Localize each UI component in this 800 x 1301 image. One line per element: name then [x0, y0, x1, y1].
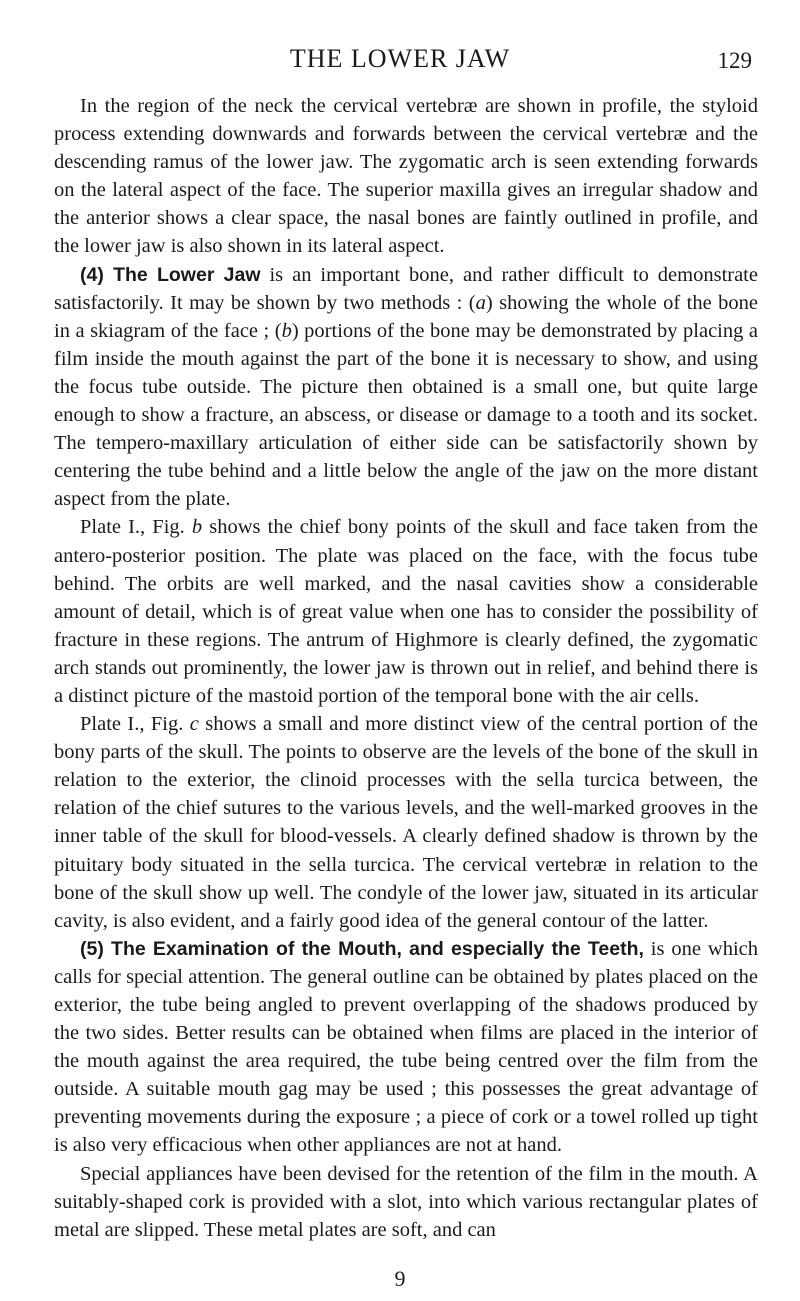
paragraph-mouth-examination — [54, 935, 758, 1160]
running-head — [0, 44, 800, 84]
paragraph-text: Plate I., Fig. — [80, 713, 190, 736]
paragraph-text: is one which calls for special attention. The general outline can be obtained by plates placed on the exterior, the tube being angled to prevent overlapping of the shadows produced by the two sides. Better results can be obtained when films are placed in the interior of the mouth against the area required, the tube being centred over the film from the outside. A suitable mouth gag may be used ; this possesses the great advantage of preventing movements during the exposure ; a piece of cork or a towel rolled up tight is also very efficacious when other appliances are not at hand. — [54, 937, 758, 1157]
section-heading-mouth-teeth: (5) The Examination of the Mouth, and especially the Teeth, — [80, 937, 644, 960]
section-heading-lower-jaw: (4) The Lower Jaw — [80, 263, 261, 286]
paragraph-neck-region: In the region of the neck the cervical vertebræ are shown in profile, the styloid process extending downwards and forwards between the cervical vertebræ and the descending ramus of the lower jaw. The zygomatic arch is seen extending forwards on the lateral aspect of the face. The superior maxilla gives an irregular shadow and the anterior shows a clear space, the nasal bones are faintly outlined in profile, and the lower jaw is also shown in its lateral aspect. — [54, 95, 758, 258]
running-title: THE LOWER JAW — [289, 44, 511, 73]
paragraph-text: is an important bone, and rather difficult to demonstrate satisfactorily. It may be shown by two methods : ( — [54, 263, 758, 314]
figure-label-c: c — [189, 713, 199, 736]
method-label-b: b — [281, 319, 292, 342]
paragraph-text: ) showing the whole of the bone in a skiagram of the face ; ( — [54, 291, 758, 342]
method-label-a: a — [475, 291, 486, 314]
paragraph-text: ) portions of the bone may be demonstrated by placing a film inside the mouth against the part of the bone it is necessary to show, and using the focus tube outside. The picture then obtained is a small one, but quite large enough to show a fracture, an abscess, or disease or damage to a tooth and its socket. The tempero-maxillary articulation of either side can be satisfactorily shown by centering the tube behind and a little below the angle of the jaw on the more distant aspect from the plate. — [54, 319, 758, 511]
paragraph-special-appliances: Special appliances have been devised for the retention of the film in the mouth. A suitably-shaped cork is provided with a slot, into which various rectangular plates of metal are slipped. These metal plates are soft, and can — [54, 1162, 758, 1241]
paragraph-plate-fig-c — [54, 710, 758, 935]
figure-label-b: b — [191, 516, 203, 539]
paragraph-text: Plate I., Fig. — [80, 516, 192, 539]
body-text — [54, 92, 758, 1244]
signature-mark: 9 — [394, 1266, 406, 1291]
paragraph-text: shows a small and more distinct view of the central portion of the bony parts of the skull. The points to observe are the levels of the bone of the skull in relation to the exterior, the clinoid processes with the sella turcica between, the relation of the chief sutures to the various levels, and the well-marked grooves in the inner table of the skull for blood-vessels. A clearly defined shadow is thrown by the pituitary body situated in the sella turcica. The cervical vertebræ in relation to the bone of the skull show up well. The condyle of the lower jaw, situated in its articular cavity, is also evident, and a fairly good idea of the general contour of the latter. — [54, 713, 758, 932]
paragraph-lower-jaw — [54, 261, 758, 514]
paragraph-text: shows the chief bony points of the skull and face taken from the antero-posterior position. The plate was placed on the face, with the focus tube behind. The orbits are well marked, and the nasal cavities show a considerable amount of detail, which is of great value when one has to consider the possibility of fracture in these regions. The antrum of Highmore is clearly defined, the zygomatic arch stands out prominently, the lower jaw is thrown out in relief, and behind there is a distinct picture of the mastoid portion of the temporal bone with the air cells. — [54, 516, 758, 707]
paragraph-plate-fig-b — [54, 513, 758, 710]
page-number: 129 — [717, 48, 752, 73]
